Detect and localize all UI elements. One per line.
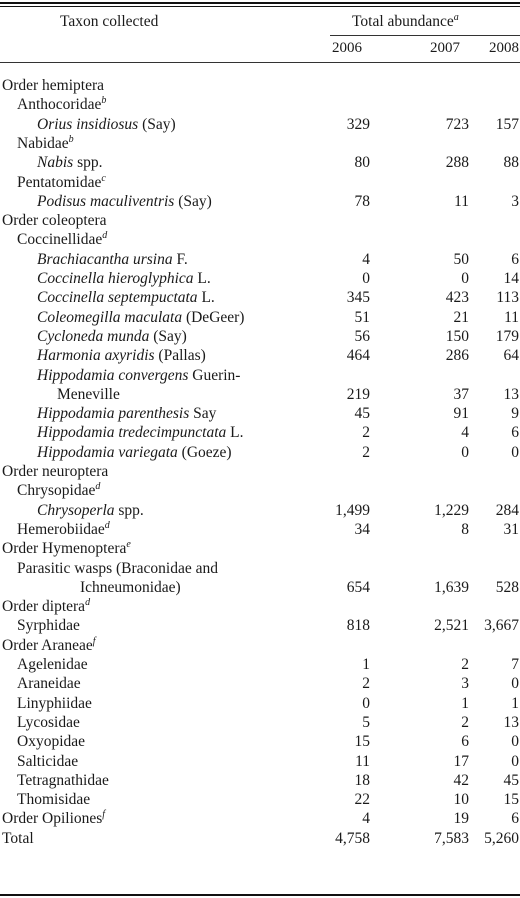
taxon-label [37,346,206,365]
bottom-rule [0,894,520,896]
abundance-2006: 4,758 [335,829,370,847]
taxon-label [17,713,80,732]
abundance-2006: 219 [346,385,370,403]
taxon-name: Araneidae [17,675,81,693]
taxon-authority: (Pallas) [154,347,206,365]
taxon-label [17,771,109,790]
taxon-label [17,481,100,500]
taxon-label [2,211,107,230]
abundance-2007: 91 [453,405,469,423]
header-taxon-label: Taxon collected [60,13,159,30]
abundance-2008: 0 [511,733,519,751]
taxon-label [37,153,102,172]
table-row [0,366,520,404]
abundance-2008: 5,260 [484,829,519,847]
table-row [0,809,520,828]
abundance-2007: 7,583 [434,829,469,847]
table-row [0,539,520,558]
taxon-authority: spp. [114,501,144,519]
table-row [0,597,520,616]
table-row [0,115,520,134]
taxon-name: Hippodamia variegata [37,443,178,461]
taxon-label [37,115,176,134]
table-row [0,790,520,809]
abundance-2006: 0 [362,694,370,712]
taxon-name: Pentatomidae [17,173,102,191]
taxon-name: Cycloneda munda [37,327,150,345]
abundance-2006: 4 [362,810,370,828]
taxon-authority: F. [172,250,188,268]
table-row [0,616,520,635]
taxon-label [17,173,106,192]
abundance-2007: 21 [453,308,469,326]
taxon-label [37,443,232,462]
table-row [0,771,520,790]
header-abundance [352,13,459,31]
taxon-label [17,230,107,249]
abundance-2008: 14 [503,270,519,287]
taxon-name: Order Opiliones [2,810,103,828]
footnote-marker: d [85,597,91,609]
taxon-authority: (Goeze) [177,443,232,461]
taxon-label [17,790,90,809]
taxon-name: Order Araneae [2,636,93,654]
taxon-name: Coccinella hieroglyphica [37,270,194,287]
taxon-name: Tetragnathidae [17,771,109,789]
abundance-2008: 11 [504,308,519,326]
abundance-2006: 18 [354,771,370,789]
taxon-label [17,752,78,771]
abundance-2007: 2,521 [434,617,469,635]
table-row [0,481,520,500]
taxon-name: Hemerobiidae [17,520,105,538]
taxon-label [2,636,96,655]
taxon-name: Hippodamia convergens [37,366,189,384]
taxon-authority: Guerin- [188,366,241,384]
abundance-2008: 88 [503,154,519,172]
abundance-2008: 528 [495,578,519,596]
abundance-2006: 11 [355,752,370,770]
abundance-2006: 15 [354,733,370,751]
taxon-label [37,366,240,385]
table-row [0,732,520,751]
abundance-2007: 50 [453,250,469,268]
footnote-marker: d [104,519,110,531]
abundance-2007: 1,229 [434,501,469,519]
abundance-2007: 17 [453,752,469,770]
header-abundance-label: Total abundance [352,13,454,30]
taxon-authority: Say [189,405,217,423]
taxon-authority: (Say) [174,192,212,210]
taxon-name: Order neuroptera [2,463,109,480]
abundance-2006: 2 [362,424,370,442]
taxon-label [17,674,81,693]
taxon-label [2,809,105,828]
abundance-2008: 113 [496,289,519,307]
table-row [0,230,520,249]
abundance-underline [330,35,520,36]
taxon-label [2,597,90,616]
abundance-2008: 15 [503,791,519,809]
taxon-name: Parasitic wasps (Braconidae and [17,559,219,577]
top-rule-thin [0,6,520,7]
abundance-2006: 1 [362,656,370,673]
abundance-2006: 2 [362,675,370,693]
abundance-2006: 80 [354,154,370,172]
abundance-2007: 1 [461,694,469,712]
abundance-2007: 10 [453,791,469,809]
abundance-2007: 288 [445,154,469,172]
taxon-name: Hippodamia parenthesis [37,405,190,423]
abundance-2008: 3 [511,192,519,210]
taxon-label [37,327,187,346]
taxon-label [37,192,212,211]
table-row [0,520,520,539]
taxon-label [37,308,244,327]
abundance-2007: 8 [461,520,469,538]
taxon-label [2,829,34,848]
abundance-2008: 0 [511,675,519,693]
taxon-label [37,269,211,288]
taxon-label [17,134,74,153]
abundance-2007: 150 [445,327,469,345]
taxon-name: Order coleoptera [2,212,107,230]
abundance-2008: 13 [503,713,519,731]
taxon-label [37,288,215,307]
abundance-2006: 818 [346,617,370,635]
abundance-2008: 3,667 [484,617,519,635]
abundance-2006: 345 [346,289,370,307]
abundance-2007: 2 [461,713,469,731]
table-row [0,288,520,307]
abundance-2006: 4 [362,250,370,268]
taxon-name: Order hemiptera [2,77,104,94]
footnote-marker: f [102,809,106,821]
taxon-label [37,501,144,520]
abundance-2008: 284 [495,501,519,519]
table-row [0,462,520,481]
taxon-label [17,559,218,578]
taxon-label-continued [57,385,120,404]
abundance-2006: 1,499 [335,501,370,519]
footnote-marker: d [95,481,101,493]
abundance-2006: 5 [362,713,370,731]
taxon-name: Syrphidae [17,617,80,635]
table-row [0,211,520,230]
abundance-2008: 45 [503,771,519,789]
taxon-name: Nabidae [17,134,69,152]
taxon-authority: (Say) [138,115,176,133]
taxon-name: Coleomegilla maculata [37,308,183,326]
abundance-2007: 423 [445,289,469,307]
year-2006: 2006 [332,40,362,56]
abundance-2007: 6 [461,733,469,751]
taxon-name: Salticidae [17,752,79,770]
table-row [0,501,520,520]
taxon-name: Order diptera [2,598,86,616]
abundance-2008: 0 [511,752,519,770]
taxon-name: Thomisidae [17,791,91,809]
taxon-authority: L. [226,424,244,442]
table-row [0,404,520,423]
taxon-label [37,250,188,269]
taxon-label [17,616,80,635]
taxon-name: Agelenidae [17,656,88,673]
table-row [0,423,520,442]
taxon-name: Chrysopidae [17,482,96,500]
header-abundance-footnote: a [453,12,459,23]
abundance-2008: 1 [511,694,519,712]
table-row [0,192,520,211]
table-row [0,559,520,597]
table-row [0,134,520,153]
abundance-2008: 31 [503,520,519,538]
abundance-2006: 2 [362,443,370,461]
table-row [0,443,520,462]
abundance-2008: 157 [495,115,519,133]
taxon-name: Harmonia axyridis [37,347,155,365]
taxon-label [2,462,108,481]
taxon-name: Nabis [37,154,74,172]
abundance-2008: 64 [503,347,519,365]
table-row [0,636,520,655]
taxon-name: Linyphiidae [17,694,92,712]
abundance-2008: 179 [495,327,519,345]
abundance-2006: 22 [354,791,370,809]
table-row [0,713,520,732]
taxon-name: Chrysoperla [37,501,115,519]
taxon-name-continued: Ichneumonidae) [80,578,181,596]
abundance-2006: 654 [346,578,370,596]
taxon-name: Total [2,829,34,847]
table-row [0,327,520,346]
table-row [0,694,520,713]
top-rule [0,2,520,4]
abundance-2006: 45 [354,405,370,423]
abundance-2007: 19 [453,810,469,828]
table-row [0,829,520,848]
taxon-name: Coccinellidae [17,231,103,249]
taxon-label [37,404,216,423]
table-row [0,95,520,114]
abundance-2007: 3 [461,675,469,693]
abundance-2008: 7 [511,656,519,673]
taxon-name: Anthocoridae [17,96,102,114]
taxon-name: Coccinella septempuctata [37,289,198,307]
abundance-2006: 51 [354,308,370,326]
table-row [0,76,520,95]
table-row [0,173,520,192]
abundance-2006: 56 [354,327,370,345]
abundance-2007: 723 [445,115,469,133]
abundance-2006: 34 [354,520,370,538]
abundance-2007: 2 [461,656,469,673]
taxon-label [17,655,88,674]
taxon-name: Brachiacantha ursina [37,250,173,268]
abundance-2007: 286 [445,347,469,365]
taxon-name: Oxyopidae [17,733,86,751]
table-row [0,153,520,172]
table-row [0,308,520,327]
footnote-marker: f [92,635,96,647]
taxon-name: Orius insidiosus [37,115,139,133]
footnote-marker: c [101,172,106,184]
year-2008: 2008 [489,40,519,56]
abundance-2007: 37 [453,385,469,403]
abundance-2008: 6 [511,810,519,828]
table-row [0,346,520,365]
taxon-label [17,694,92,713]
taxon-authority: spp. [73,154,103,172]
footnote-marker: b [68,133,74,145]
footnote-marker: e [126,539,131,551]
taxon-authority: (DeGeer) [182,308,245,326]
abundance-2008: 9 [511,405,519,423]
taxon-authority: L. [197,289,215,307]
abundance-2006: 464 [346,347,370,365]
abundance-2006: 329 [346,115,370,133]
taxon-label [17,520,110,539]
abundance-2008: 6 [511,250,519,268]
taxon-label-continued [80,578,181,597]
abundance-2008: 13 [503,385,519,403]
abundance-2007: 0 [461,270,469,287]
footnote-marker: b [101,95,107,107]
taxon-label [2,76,104,95]
taxon-authority: (Say) [149,327,187,345]
taxon-name: Hippodamia tredecimpunctata [37,424,227,442]
abundance-2007: 0 [461,443,469,461]
header-bottom-rule [0,62,520,63]
taxon-name: Order Hymenoptera [2,540,127,558]
abundance-2008: 0 [511,443,519,461]
taxon-label [17,95,106,114]
abundance-2007: 42 [453,771,469,789]
table-row [0,269,520,288]
taxon-label [37,423,244,442]
table-row [0,752,520,771]
taxon-name: Lycosidae [17,713,80,731]
abundance-2007: 11 [454,192,469,210]
taxon-label [17,732,85,751]
table-row [0,250,520,269]
footnote-marker: d [102,230,108,242]
taxon-authority: L. [193,270,211,287]
taxon-name-continued: Meneville [57,385,120,403]
abundance-2007: 1,639 [434,578,469,596]
abundance-2006: 0 [362,270,370,287]
abundance-2006: 78 [354,192,370,210]
taxon-label [2,539,131,558]
year-2007: 2007 [430,40,460,56]
table-row [0,674,520,693]
abundance-2008: 6 [511,424,519,442]
header-taxon [60,13,158,31]
abundance-2007: 4 [461,424,469,442]
taxon-name: Podisus maculiventris [37,192,175,210]
table-row [0,655,520,674]
